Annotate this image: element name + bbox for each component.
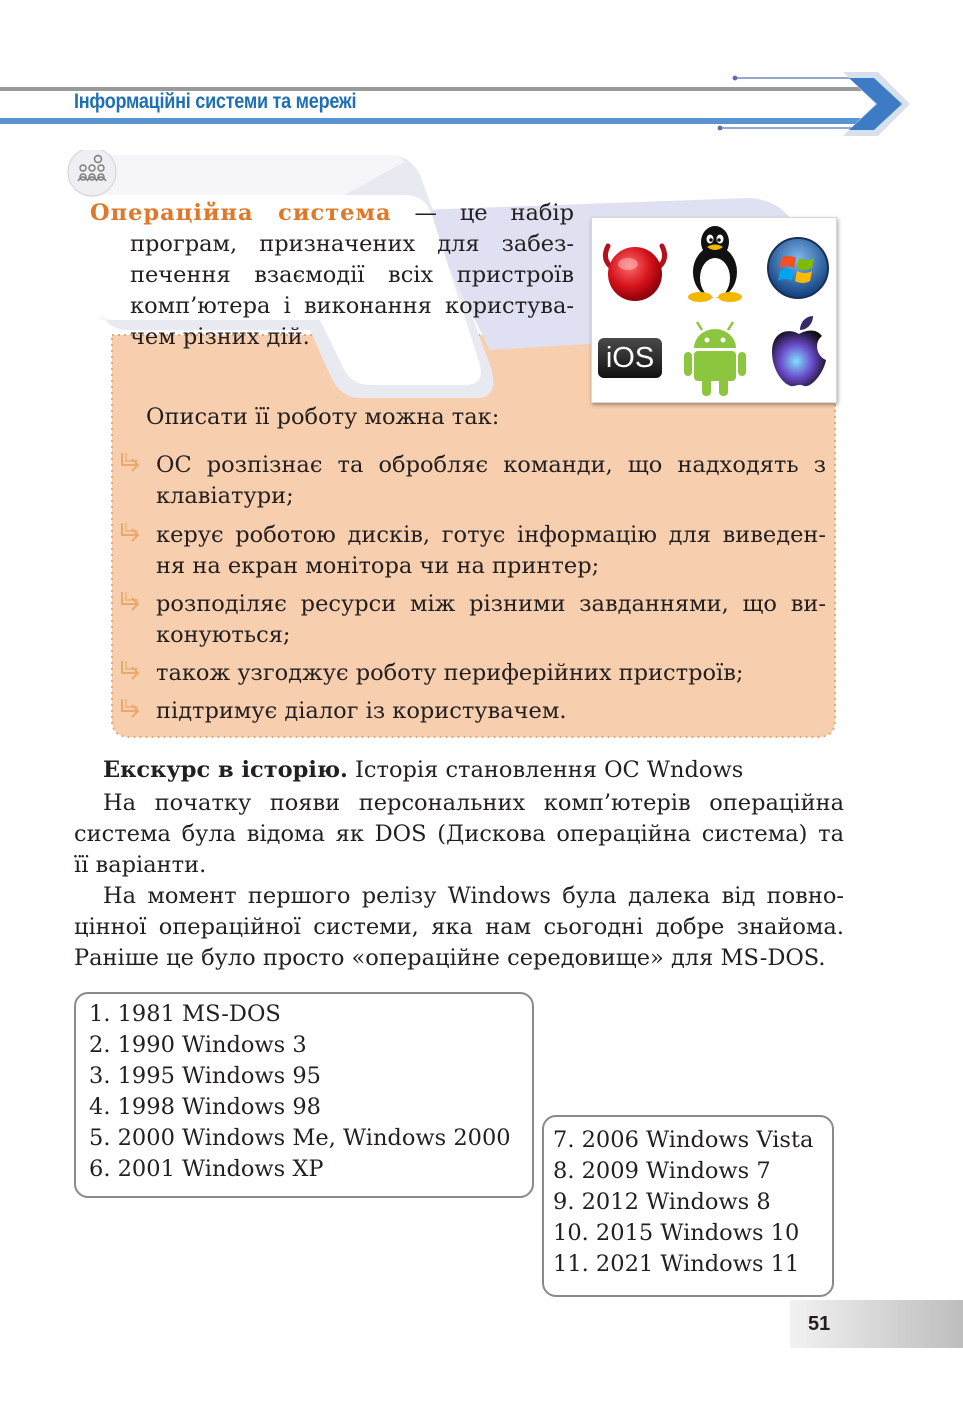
history-heading <box>103 757 743 783</box>
list-item-line: ОС розпізнає та обробляє команди, що надходять з <box>156 452 826 478</box>
definition-line: чем різних дій. <box>130 324 310 350</box>
list-item-line: клавіатури; <box>156 483 294 509</box>
paragraph-line: система була відома як DOS (Дискова операційна система) та <box>74 821 844 847</box>
history-paragraph <box>74 788 844 881</box>
arrow-bullet-icon <box>118 696 146 724</box>
arrow-bullet-icon <box>118 589 146 617</box>
timeline-item: 4. 1998 Windows 98 <box>89 1094 321 1120</box>
list-item-line: ня на екран монітора чи на принтер; <box>156 553 600 579</box>
list-item-line: конуються; <box>156 622 291 648</box>
timeline-item: 6. 2001 Windows XP <box>89 1156 324 1182</box>
header-title: Інформаційні системи та мережі <box>74 90 357 113</box>
paragraph-line: Раніше це було просто «операційне середовище» для MS-DOS. <box>74 945 826 971</box>
windows-logo-icon <box>766 236 830 300</box>
timeline-list-first <box>89 999 511 1185</box>
box-intro: Описати її роботу можна так: <box>146 404 500 430</box>
paragraph-line: її варіанти. <box>74 852 207 878</box>
freebsd-logo-icon <box>600 236 670 306</box>
history-heading-bold: Екскурс в історію. <box>103 757 348 783</box>
android-logo-icon <box>682 318 748 398</box>
history-heading-rest: Історія становлення ОС Wndows <box>347 757 744 783</box>
paragraph-line: На початку появи персональних комп’ютерів операційна <box>103 790 844 816</box>
group-discussion-icon <box>74 154 110 190</box>
timeline-list-second <box>553 1125 813 1280</box>
definition-term: Операційна система <box>90 200 392 226</box>
timeline-item: 8. 2009 Windows 7 <box>553 1158 771 1184</box>
timeline-item: 10. 2015 Windows 10 <box>553 1220 800 1246</box>
timeline-item: 11. 2021 Windows 11 <box>553 1251 800 1277</box>
timeline-item: 5. 2000 Windows Me, Windows 2000 <box>89 1125 511 1151</box>
arrow-bullet-icon <box>118 450 146 478</box>
list-item-line: розподіляє ресурси між різними завданнями, що ви- <box>156 591 826 617</box>
list-item-line: керує роботою дисків, готує інформацію для виведен- <box>156 522 826 548</box>
list-item-line: підтримує діалог із користувачем. <box>156 698 567 724</box>
arrow-bullet-icon <box>118 520 146 548</box>
definition-first-line <box>90 198 574 229</box>
definition-body <box>130 229 574 353</box>
definition-line: комп’ютера і виконання користува- <box>130 293 574 319</box>
definition-dash-text: — це набір <box>414 200 575 226</box>
definition-line: печення взаємодії всіх пристроїв <box>130 262 574 288</box>
paragraph-line: На момент першого релізу Windows була далека від повно- <box>103 883 844 909</box>
page-number: 51 <box>808 1313 831 1335</box>
timeline-item: 7. 2006 Windows Vista <box>553 1127 814 1153</box>
apple-logo-icon <box>768 314 830 390</box>
linux-tux-icon <box>680 222 750 304</box>
paragraph-line: цінної операційної системи, яка нам сьогодні добре знайома. <box>74 914 844 940</box>
history-paragraph <box>74 881 844 974</box>
definition-line: програм, призначених для забез- <box>130 231 574 257</box>
timeline-item: 3. 1995 Windows 95 <box>89 1063 321 1089</box>
arrow-bullet-icon <box>118 658 146 686</box>
timeline-item: 2. 1990 Windows 3 <box>89 1032 307 1058</box>
timeline-item: 1. 1981 MS-DOS <box>89 1001 281 1027</box>
timeline-item: 9. 2012 Windows 8 <box>553 1189 771 1215</box>
ios-logo-icon: iOS <box>598 338 662 378</box>
list-item-line: також узгоджує роботу периферійних пристроїв; <box>156 660 744 686</box>
os-logos-panel <box>591 217 837 403</box>
